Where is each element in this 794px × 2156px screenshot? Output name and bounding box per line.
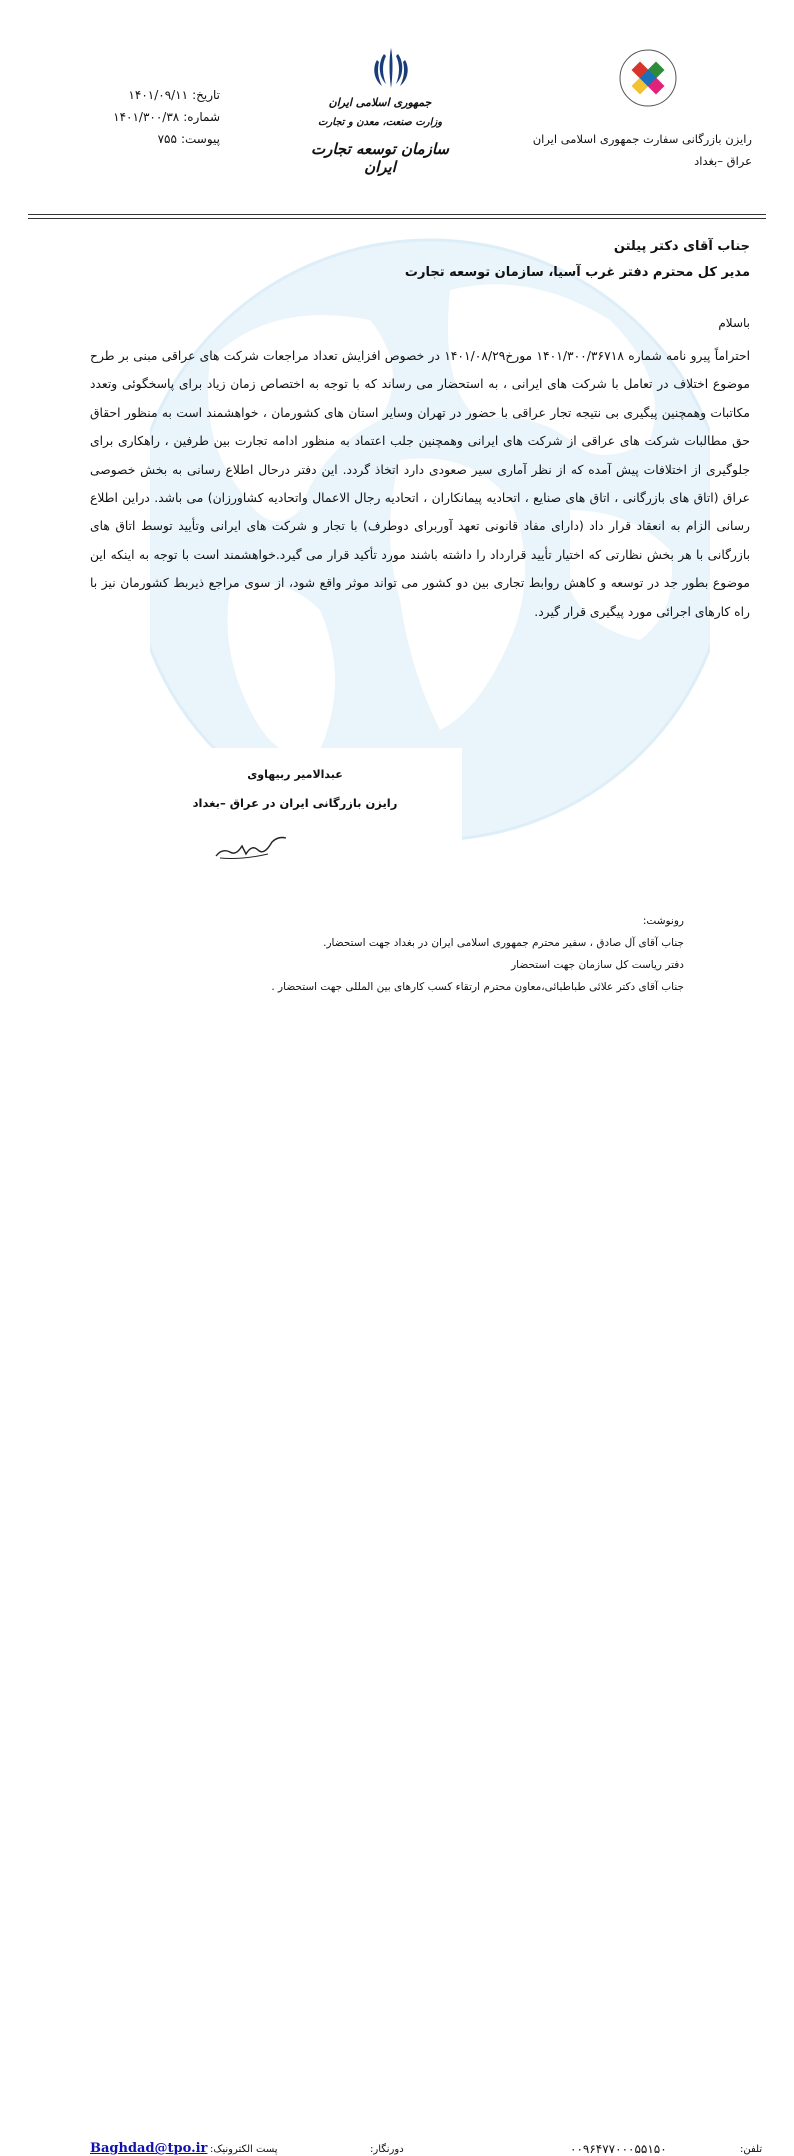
- tpo-logo-text: [612, 44, 692, 114]
- letter-footer: [0, 1072, 794, 2156]
- copy-recipient: دفتر ریاست کل سازمان جهت استحضار: [511, 959, 684, 971]
- attachment-row: [80, 128, 220, 150]
- signatory-title: رایزن بازرگانی ایران در عراق –بغداد: [192, 796, 398, 810]
- date-value: ۱۴۰۱/۰۹/۱۱: [128, 88, 189, 102]
- greeting: باسلام: [718, 316, 750, 330]
- addressee-title: مدیر کل محترم دفتر غرب آسیا، سازمان توسعه تجارت: [404, 265, 750, 280]
- header-divider-secondary: [28, 218, 766, 219]
- organization-line: سازمان توسعه تجارت ایران: [310, 140, 449, 176]
- copies-block: [150, 910, 684, 998]
- letter-body: احتراماً پیرو نامه شماره ۱۴۰۱/۳۰۰/۳۶۷۱۸ مورخ۱۴۰۱/۰۸/۲۹ در خصوص افزایش تعداد مراجعات شرکت های عراقی مبنی بر طرح موضوع اختلاف در تعامل با شرکت های ایرانی ، به استحضار می رساند که با توجه به اختصاص زمان زیاد برای پاسخگوئی وتعدد مکاتبات وهمچنین پیگیری بی نتیجه تجار عراقی با حضور در تهران وسایر استان های کشورمان ، خواهشمند است به منظور احقاق حق مطالبات شرکت های عراقی از شرکت های ایرانی وهمچنین جلب اعتماد به منظور ادامه تجارت بین طرفین ، راهکاری برای جلوگیری از اختلافات پیش آمده که از نظر آماری سیر صعودی دارد اتخاذ گردد. این دفتر درحال اطلاع رسانی به بخش خصوصی عراق (اتاق های بازرگانی ، اتاق های صنایع ، اتحادیه پیمانکاران ، اتحادیه رجال الاعمال واتحادیه کشاورزان) می باشد. دراین اطلاع رسانی الزام به انعقاد قرار داد (دارای مفاد قانونی تعهد آوربرای دوطرف) با تجار و شرکت های ایرانی وتأیید توسط اتاق های بازرگانی با هر بخش نظارتی که اختیار تأیید قرارداد را داشته باشند مورد تأکید قرار می گیرد.خواهشمند است با توجه به اینکه این موضوع بطور جد در توسعه و کاهش روابط تجاری بین دو کشور می تواند موثر واقع شود، از سوی مراجع ذیربط کشورمان نیز با راه کارهای اجرائی مورد پیگیری قرار گیرد.: [90, 349, 750, 619]
- email-label: پست الکترونیک:: [210, 2144, 278, 2155]
- fax-label: دورنگار:: [370, 2144, 404, 2155]
- number-value: ۱۴۰۱/۳۰۰/۳۸: [113, 110, 180, 124]
- office-line1: رایزن بازرگانی سفارت جمهوری اسلامی ایران: [532, 132, 752, 146]
- phone-label: تلفن:: [740, 2144, 763, 2155]
- addressee: [380, 234, 750, 286]
- office-line2: عراق –بغداد: [694, 154, 752, 168]
- attachment-label: پیوست:: [180, 132, 220, 146]
- letter-meta: [80, 84, 220, 150]
- office-heading: [520, 128, 752, 172]
- government-heading: [305, 96, 455, 176]
- header-divider: [28, 214, 766, 215]
- republic-line: جمهوری اسلامی ایران: [328, 96, 432, 109]
- attachment-value: ۷۵۵: [157, 132, 177, 146]
- copy-recipient: جناب آقای دکتر علائی طباطبائی،معاون محترم ارتقاء کسب کارهای بین المللی جهت استحضار .: [271, 981, 684, 993]
- date-row: [80, 84, 220, 106]
- copy-recipient: جناب آقای آل صادق ، سفیر محترم جمهوری اسلامی ایران در بغداد جهت استحضار.: [323, 937, 684, 949]
- signatory-name: عبدالامیر ربیهاوی: [247, 768, 343, 781]
- date-label: تاریخ:: [192, 88, 220, 102]
- phone-value: ۰۰۹۶۴۷۷۰۰۰۵۵۱۵۰: [570, 2142, 667, 2156]
- iran-emblem-icon: [362, 44, 420, 92]
- handwritten-signature: [212, 826, 292, 862]
- copies-heading: رونوشت:: [642, 915, 684, 927]
- addressee-name: جناب آقای دکتر پیلتن: [613, 239, 750, 254]
- number-row: [80, 106, 220, 128]
- email-link[interactable]: Baghdad@tpo.ir: [90, 2141, 208, 2156]
- number-label: شماره:: [183, 110, 220, 124]
- ministry-line: وزارت صنعت، معدن و تجارت: [317, 117, 443, 128]
